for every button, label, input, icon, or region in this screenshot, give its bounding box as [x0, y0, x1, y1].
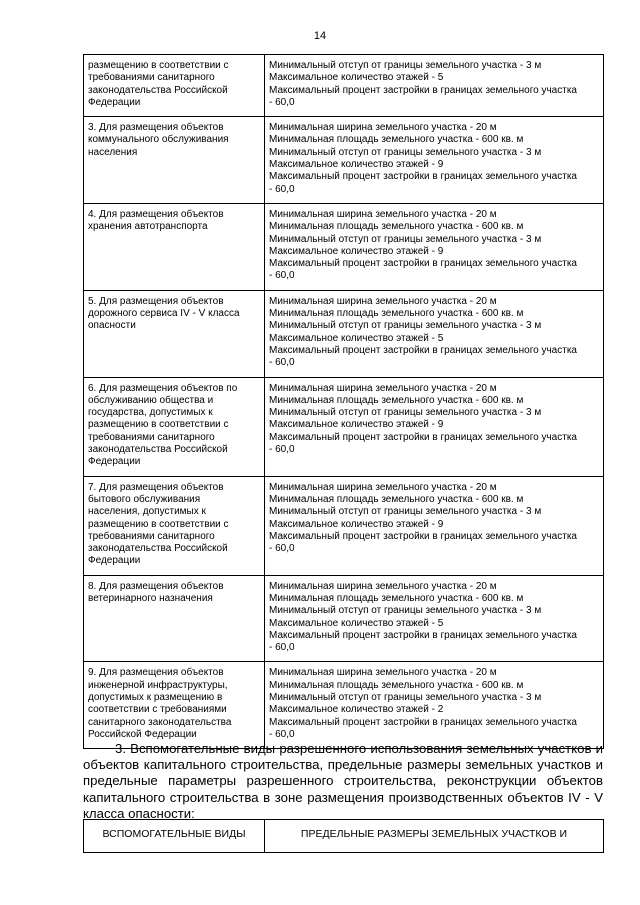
parameter-line: Минимальный отступ от границы земельного участка - 3 м	[269, 692, 542, 704]
parameter-line: - 60,0	[269, 728, 295, 740]
parameters-cell	[265, 575, 604, 662]
parameter-line: Максимальное количество этажей - 9	[269, 159, 444, 171]
parameters-cell	[265, 117, 604, 204]
use-type-cell	[84, 377, 265, 476]
parameter-line: - 60,0	[269, 270, 295, 282]
parameter-line: Минимальная площадь земельного участка - 600 кв. м	[269, 221, 524, 233]
parameter-line: Минимальный отступ от границы земельного участка - 3 м	[269, 407, 542, 419]
use-type-line: дорожного сервиса IV - V класса	[88, 308, 240, 320]
use-type-cell	[84, 476, 265, 575]
table-row	[84, 476, 604, 575]
parameter-line: Минимальная площадь земельного участка - 600 кв. м	[269, 493, 524, 505]
parameter-line: Минимальный отступ от границы земельного участка - 3 м	[269, 146, 542, 158]
use-type-line: государства, допустимых к	[88, 407, 213, 419]
parameter-line: - 60,0	[269, 183, 295, 195]
parameter-line: Минимальный отступ от границы земельного участка - 3 м	[269, 605, 542, 617]
parameter-line: Максимальное количество этажей - 5	[269, 617, 444, 629]
use-type-line: 6. Для размещения объектов по	[88, 382, 238, 394]
land-use-table-body	[84, 55, 604, 749]
use-type-line: требованиями санитарного	[88, 431, 215, 443]
parameter-line: Минимальная площадь земельного участка - 600 кв. м	[269, 134, 524, 146]
parameter-line: Минимальный отступ от границы земельного участка - 3 м	[269, 233, 542, 245]
use-type-line: населения, допустимых к	[88, 506, 206, 518]
table-row	[84, 290, 604, 377]
parameter-line: Минимальная ширина земельного участка - 20 м	[269, 122, 497, 134]
page-number: 14	[313, 30, 327, 42]
limit-parameters-header: ПРЕДЕЛЬНЫЕ РАЗМЕРЫ ЗЕМЕЛЬНЫХ УЧАСТКОВ И	[265, 820, 604, 853]
parameter-line: Максимальное количество этажей - 9	[269, 518, 444, 530]
parameter-line: - 60,0	[269, 357, 295, 369]
use-type-cell	[84, 203, 265, 290]
use-type-line: 3. Для размещения объектов	[88, 122, 224, 134]
parameter-line: Максимальный процент застройки в границах земельного участка	[269, 258, 577, 270]
use-type-line: инженерной инфраструктуры,	[88, 679, 228, 691]
parameter-line: Минимальный отступ от границы земельного участка - 3 м	[269, 320, 542, 332]
section-paragraph: 3. Вспомогательные виды разрешенного использования земельных участков и объектов капитального строительства, предельные размеры земельных участков и предельные параметры разрешенного строительства, реконструкции объектов капитального строительства в зоне размещения производственных объектов IV - V класса опасности:	[83, 741, 603, 821]
use-type-line: обслуживанию общества и	[88, 394, 214, 406]
parameter-line: Максимальное количество этажей - 9	[269, 419, 444, 431]
parameter-line: Минимальная площадь земельного участка - 600 кв. м	[269, 308, 524, 320]
use-type-line: соответствии с требованиями	[88, 704, 227, 716]
use-type-line: бытового обслуживания	[88, 493, 201, 505]
parameter-line: Максимальное количество этажей - 5	[269, 72, 444, 84]
table-row	[84, 203, 604, 290]
parameter-line: Минимальная ширина земельного участка - 20 м	[269, 580, 497, 592]
parameter-line: Минимальная ширина земельного участка - 20 м	[269, 481, 497, 493]
parameters-cell	[265, 476, 604, 575]
parameter-line: Минимальная ширина земельного участка - 20 м	[269, 667, 497, 679]
parameter-line: - 60,0	[269, 96, 295, 108]
use-type-line: размещению в соответствии с	[88, 419, 229, 431]
use-type-line: Федерации	[88, 96, 141, 108]
use-type-line: размещению в соответствии с	[88, 518, 229, 530]
parameter-line: Максимальное количество этажей - 9	[269, 245, 444, 257]
use-type-cell	[84, 290, 265, 377]
use-type-line: хранения автотранспорта	[88, 221, 208, 233]
land-use-table	[83, 54, 604, 749]
use-type-line: 9. Для размещения объектов	[88, 667, 224, 679]
use-type-line: законодательства Российской	[88, 84, 228, 96]
use-type-line: Федерации	[88, 456, 141, 468]
parameter-line: Минимальный отступ от границы земельного участка - 3 м	[269, 60, 542, 71]
parameter-line: Минимальная площадь земельного участка - 600 кв. м	[269, 679, 524, 691]
parameter-line: - 60,0	[269, 642, 295, 654]
parameter-line: Максимальный процент застройки в границах земельного участка	[269, 629, 577, 641]
use-type-cell	[84, 662, 265, 749]
parameter-line: Максимальный процент застройки в границах земельного участка	[269, 344, 577, 356]
use-type-line: допустимых к размещению в	[88, 692, 223, 704]
parameter-line: - 60,0	[269, 444, 295, 456]
use-type-line: 7. Для размещения объектов	[88, 481, 224, 493]
auxiliary-uses-header: ВСПОМОГАТЕЛЬНЫЕ ВИДЫ	[84, 820, 265, 853]
parameter-line: - 60,0	[269, 543, 295, 555]
parameter-line: Минимальная площадь земельного участка - 600 кв. м	[269, 592, 524, 604]
use-type-cell	[84, 117, 265, 204]
use-type-line: требованиями санитарного	[88, 530, 215, 542]
use-type-line: законодательства Российской	[88, 543, 228, 555]
table-row	[84, 575, 604, 662]
use-type-line: законодательства Российской	[88, 444, 228, 456]
parameter-line: Максимальный процент застройки в границах земельного участка	[269, 171, 577, 183]
parameter-line: Минимальная ширина земельного участка - 20 м	[269, 295, 497, 307]
use-type-line: 8. Для размещения объектов	[88, 580, 224, 592]
table-row	[84, 55, 604, 117]
use-type-line: 4. Для размещения объектов	[88, 208, 224, 220]
parameters-cell	[265, 55, 604, 117]
use-type-line: размещению в соответствии с	[88, 60, 229, 71]
use-type-line: населения	[88, 146, 138, 158]
parameter-line: Минимальная ширина земельного участка - 20 м	[269, 208, 497, 220]
parameters-cell	[265, 662, 604, 749]
parameters-cell	[265, 203, 604, 290]
auxiliary-table-header-row	[84, 820, 604, 853]
parameter-line: Минимальный отступ от границы земельного участка - 3 м	[269, 506, 542, 518]
parameter-line: Минимальная ширина земельного участка - 20 м	[269, 382, 497, 394]
use-type-line: санитарного законодательства	[88, 716, 232, 728]
use-type-line: Российской Федерации	[88, 728, 197, 740]
parameter-line: Минимальная площадь земельного участка - 600 кв. м	[269, 394, 524, 406]
table-row	[84, 117, 604, 204]
table-row	[84, 662, 604, 749]
use-type-cell	[84, 55, 265, 117]
use-type-line: коммунального обслуживания	[88, 134, 229, 146]
use-type-line: опасности	[88, 320, 136, 332]
use-type-line: Федерации	[88, 555, 141, 567]
use-type-line: ветеринарного назначения	[88, 592, 213, 604]
use-type-line: требованиями санитарного	[88, 72, 215, 84]
parameter-line: Максимальный процент застройки в границах земельного участка	[269, 716, 577, 728]
use-type-cell	[84, 575, 265, 662]
table-row	[84, 377, 604, 476]
parameters-cell	[265, 377, 604, 476]
parameter-line: Максимальный процент застройки в границах земельного участка	[269, 84, 577, 96]
parameter-line: Максимальный процент застройки в границах земельного участка	[269, 530, 577, 542]
parameters-cell	[265, 290, 604, 377]
auxiliary-uses-table	[83, 819, 604, 853]
parameter-line: Максимальное количество этажей - 5	[269, 332, 444, 344]
use-type-line: 5. Для размещения объектов	[88, 295, 224, 307]
parameter-line: Максимальный процент застройки в границах земельного участка	[269, 431, 577, 443]
parameter-line: Максимальное количество этажей - 2	[269, 704, 444, 716]
